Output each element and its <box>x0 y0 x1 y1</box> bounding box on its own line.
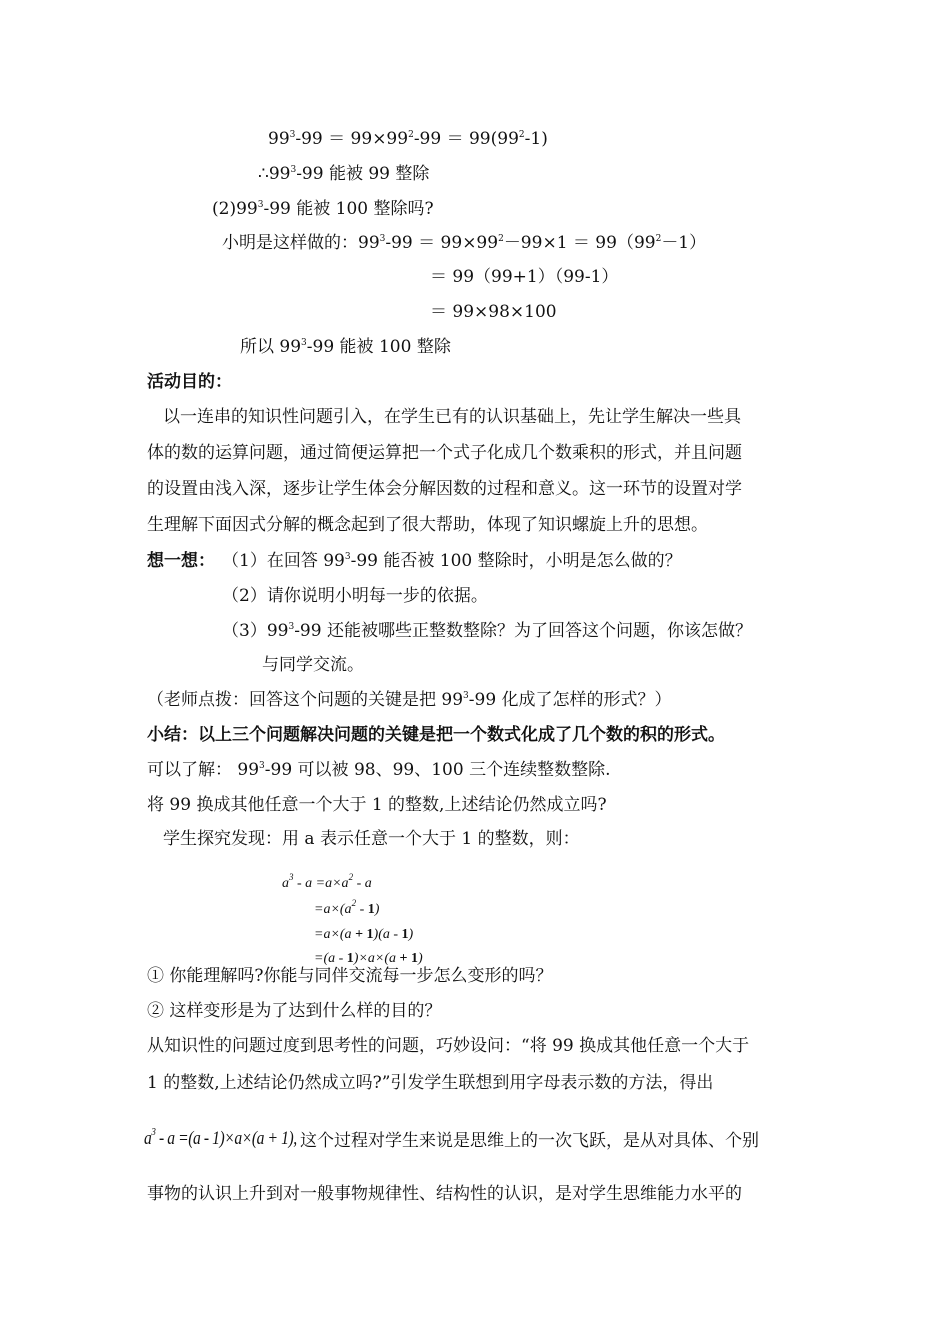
line-step-2: ＝ 99（99+1）（99-1） <box>430 267 619 287</box>
transition-line-4: 事物的认识上升到对一般事物规律性、结构性的认识，是对学生思维能力水平的 <box>147 1184 742 1204</box>
line-step-3: ＝ 99×98×100 <box>430 302 557 322</box>
paragraph-line-4: 生理解下面因式分解的概念起到了很大帮助，体现了知识螺旋上升的思想。 <box>147 515 708 535</box>
math-step-1: $a^3 - a =a\times a^2 - a$ <box>282 872 372 891</box>
math-step-3: =a×(a + 1)(a - 1) <box>314 927 414 942</box>
paragraph-line-3: 的设置由浅入深，逐步让学生体会分解因数的过程和意义。这一环节的设置对学 <box>147 479 742 499</box>
line-99-factor-1: $99^3-99 = 99\times 99^2-99 = 99(99^2-1)$ <box>268 129 548 149</box>
math-step-2: $=a\times(a^2 - 1)$ <box>314 898 380 917</box>
summary: 小结：以上三个问题解决问题的关键是把一个数式化成了几个数的积的形式。 <box>147 725 725 745</box>
generalize-question: 将 99 换成其他任意一个大于 1 的整数,上述结论仍然成立吗? <box>147 795 607 815</box>
question-circle-1: ① 你能理解吗?你能与同伴交流每一步怎么变形的吗？ <box>147 966 553 986</box>
transition-line-2: 1 的整数,上述结论仍然成立吗?”引发学生联想到用字母表示数的方法，得出 <box>147 1073 714 1093</box>
teacher-hint: （老师点拨：回答这个问题的关键是把 $99^3-99$ 化成了怎样的形式？） <box>147 690 672 710</box>
think-question-3: $(3)99^3-99$ 还能被哪些正整数整除？为了回答这个问题，你该怎做？ <box>222 621 752 641</box>
formula-general: $a^3 - a =(a - 1)\times a\times(a + 1)$, <box>144 1126 297 1149</box>
line-conclusion-100: 所以 $99^3-99$ 能被 100 整除 <box>240 337 451 357</box>
student-explore: 学生探究发现：用 a 表示任意一个大于 1 的整数，则： <box>163 829 580 849</box>
line-xiaoming: 小明是这样做的：$99^3-99 = 99\times 99^2-99\times 1 = 99(99^2-1)$ <box>222 233 707 253</box>
paragraph-line-2: 体的数的运算问题，通过简便运算把一个式子化成几个数乘积的形式，并且问题 <box>147 443 742 463</box>
line-question-2: $(2)99^3-99$ 能被 100 整除吗? <box>212 199 434 219</box>
think-question-2: （2）请你说明小明每一步的依据。 <box>222 586 488 606</box>
heading-think: 想一想： <box>147 551 215 571</box>
question-circle-2: ② 这样变形是为了达到什么样的目的？ <box>147 1001 442 1021</box>
understanding-line: 可以了解： $99^3-99$ 可以被 98、99、100 三个连续整数整除. <box>147 760 611 780</box>
paragraph-line-1: 以一连串的知识性问题引入，在学生已有的认识基础上，先让学生解决一些具 <box>163 407 741 427</box>
math-step-4: =(a - 1)×a×(a + 1) <box>314 951 423 966</box>
think-question-3-cont: 与同学交流。 <box>262 655 364 675</box>
think-question-1: （1）在回答 $99^3-99$ 能否被 100 整除时，小明是怎么做的？ <box>222 551 682 571</box>
heading-activity-purpose: 活动目的： <box>147 372 232 392</box>
transition-line-1: 从知识性的问题过度到思考性的问题，巧妙设问：“将 99 换成其他任意一个大于 <box>147 1036 750 1056</box>
transition-line-3: 这个过程对学生来说是思维上的一次飞跃，是从对具体、个别 <box>300 1131 759 1151</box>
line-divisible-99: $\therefore 99^3-99$ 能被 99 整除 <box>258 164 430 184</box>
